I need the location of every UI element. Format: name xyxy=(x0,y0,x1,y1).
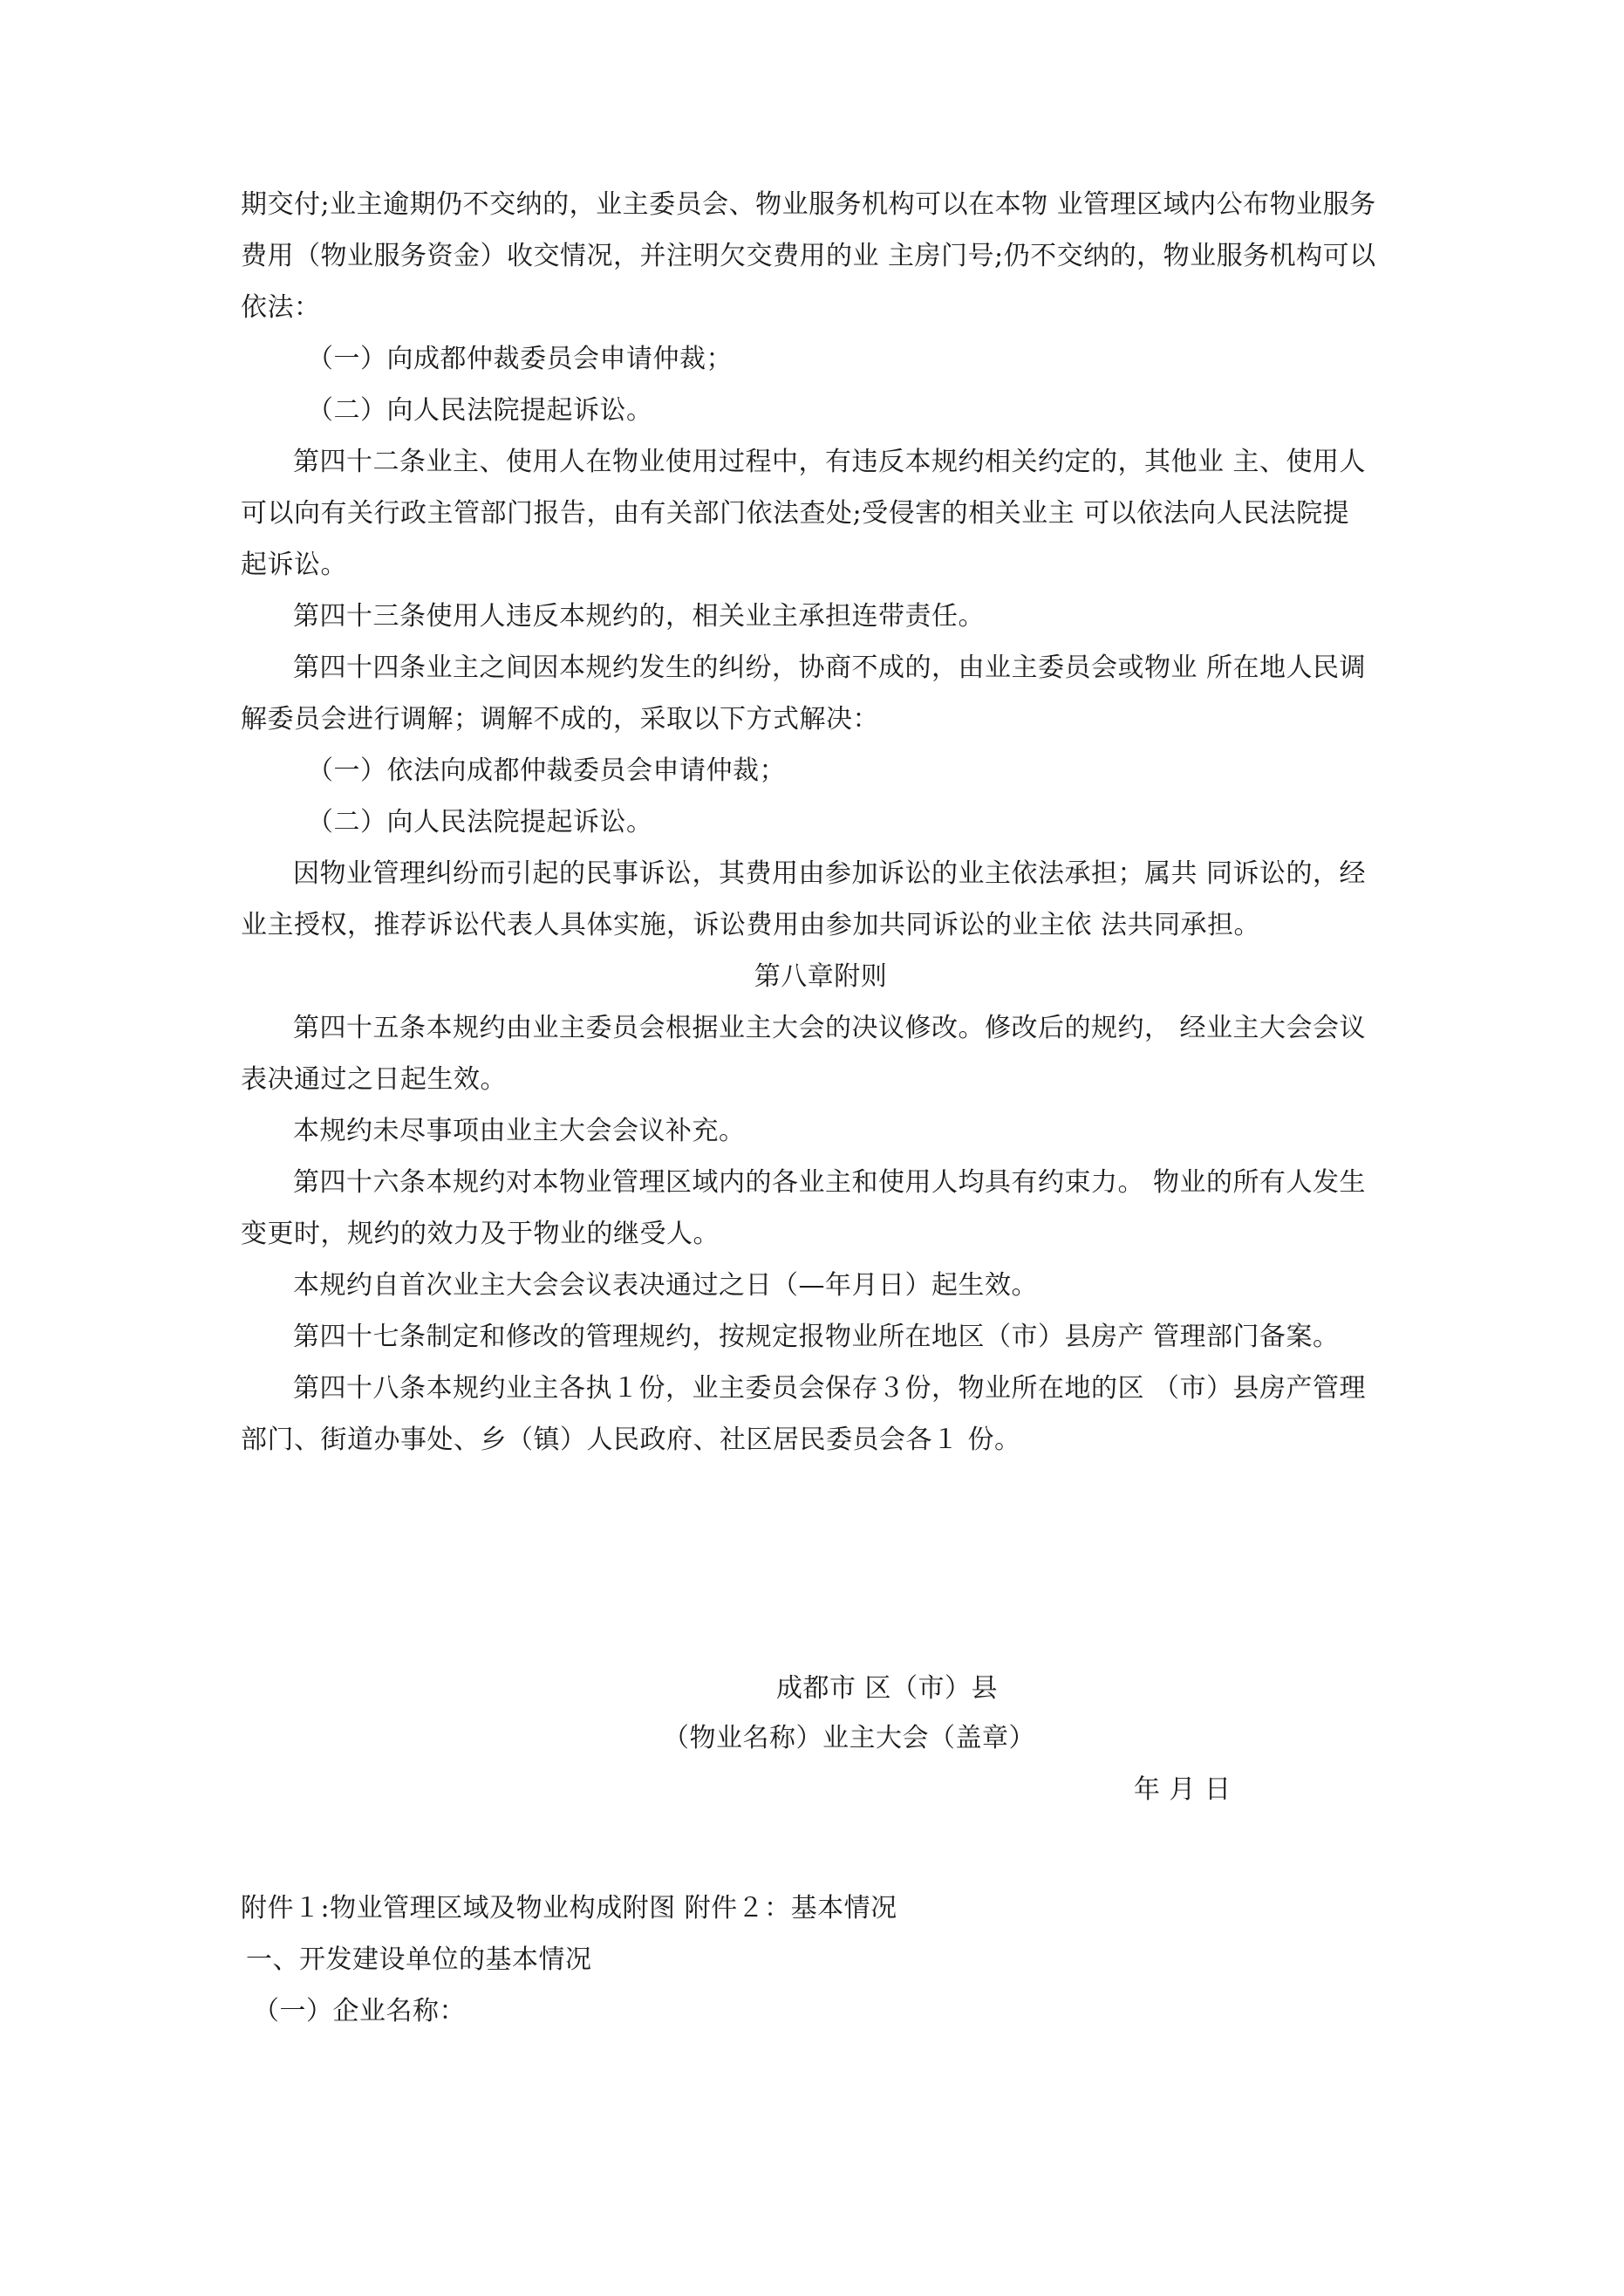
annex-section xyxy=(241,1883,897,2037)
body-text xyxy=(241,179,1401,1466)
list-item: （二）向人民法院提起诉讼。 xyxy=(307,395,653,426)
body-line: 表决通过之日起生效。 xyxy=(241,1064,507,1095)
body-line: 变更时，规约的效力及于物业的继受人。 xyxy=(241,1219,720,1249)
article-43-line: 第四十三条使用人违反本规约的，相关业主承担连带责任。 xyxy=(293,601,985,632)
body-line: 费用（物业服务资金）收交情况，并注明欠交费用的业 主房门号;仍不交纳的，物业服务机构可以 xyxy=(241,241,1376,271)
annex-item: （一）企业名称： xyxy=(253,1996,466,2026)
chapter-heading: 第八章附则 xyxy=(754,961,888,992)
body-line: 业主授权，推荐诉讼代表人具体实施，诉讼费用由参加共同诉讼的业主依 法共同承担。 xyxy=(241,910,1261,940)
list-item: （二）向人民法院提起诉讼。 xyxy=(307,807,653,837)
list-item: （一）向成都仲裁委员会申请仲裁； xyxy=(307,344,733,374)
article-48-line: 第四十八条本规约业主各执１份，业主委员会保存３份，物业所在地的区 （市）县房产管理 xyxy=(293,1373,1367,1404)
signature-city: 成都市 区（市）县 xyxy=(776,1673,999,1704)
body-line: 部门、街道办事处、乡（镇）人民政府、社区居民委员会各１ 份。 xyxy=(241,1425,1021,1455)
article-42-line: 第四十二条业主、使用人在物业使用过程中，有违反本规约相关约定的，其他业 主、使用人 xyxy=(293,447,1367,477)
annex-heading: 一、开发建设单位的基本情况 xyxy=(246,1944,592,1975)
signature-org: （物业名称）业主大会（盖章） xyxy=(663,1723,1035,1753)
signature-date: 年 月 日 xyxy=(1134,1774,1232,1805)
body-line: 解委员会进行调解；调解不成的，采取以下方式解决： xyxy=(241,704,879,735)
body-line: 因物业管理纠纷而引起的民事诉讼，其费用由参加诉讼的业主依法承担；属共 同诉讼的，经 xyxy=(293,858,1367,889)
body-line: 起诉讼。 xyxy=(241,550,347,580)
body-line: 本规约未尽事项由业主大会会议补充。 xyxy=(293,1116,746,1146)
body-line: 依法： xyxy=(241,292,321,323)
article-46-line: 第四十六条本规约对本物业管理区域内的各业主和使用人均具有约束力。 物业的所有人发生 xyxy=(293,1167,1367,1198)
article-45-line: 第四十五条本规约由业主委员会根据业主大会的决议修改。修改后的规约， 经业主大会会议 xyxy=(293,1013,1367,1043)
list-item: （一）依法向成都仲裁委员会申请仲裁； xyxy=(307,755,786,786)
body-line: 可以向有关行政主管部门报告，由有关部门依法查处;受侵害的相关业主 可以依法向人民法院提 xyxy=(241,498,1350,529)
body-line: 本规约自首次业主大会会议表决通过之日（—年月日）起生效。 xyxy=(293,1270,1038,1301)
body-line: 期交付;业主逾期仍不交纳的，业主委员会、物业服务机构可以在本物 业管理区域内公布物业服务 xyxy=(241,189,1376,220)
annex-title: 附件１:物业管理区域及物业构成附图 附件２：基本情况 xyxy=(241,1893,897,1924)
article-47-line: 第四十七条制定和修改的管理规约，按规定报物业所在地区（市）县房产 管理部门备案。 xyxy=(293,1322,1340,1352)
article-44-line: 第四十四条业主之间因本规约发生的纠纷，协商不成的，由业主委员会或物业 所在地人民调 xyxy=(293,653,1367,683)
